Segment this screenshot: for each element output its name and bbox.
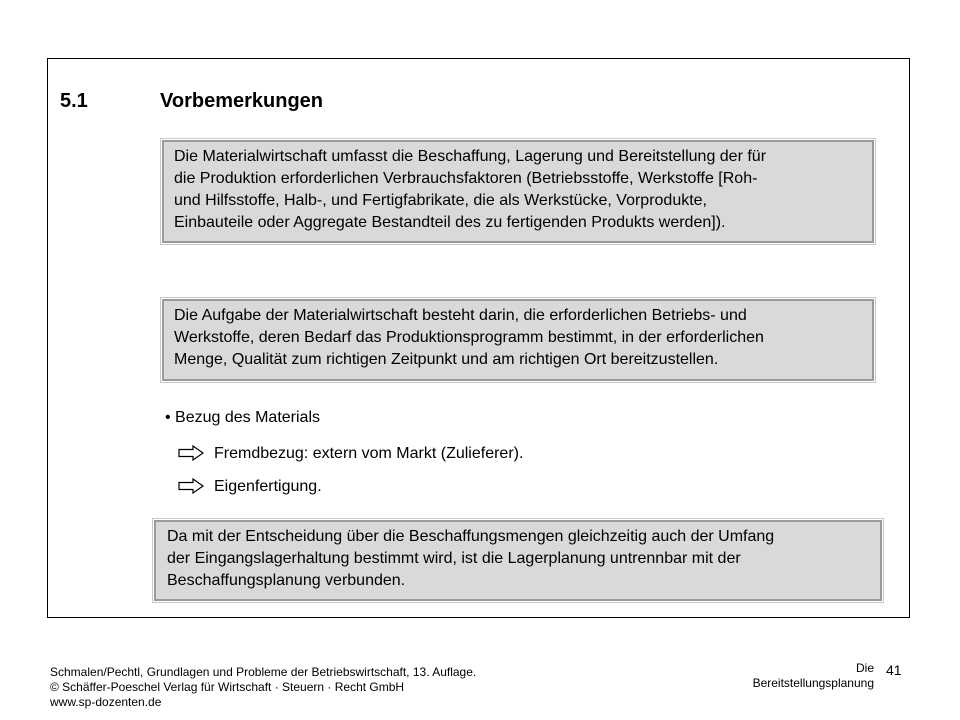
arrow-item-label: Fremdbezug: extern vom Markt (Zulieferer). bbox=[214, 445, 524, 462]
arrow-right-icon bbox=[178, 478, 204, 494]
text-line: Da mit der Entscheidung über die Beschaffungsmengen gleichzeitig auch der Umfang bbox=[167, 528, 775, 545]
arrow-right-icon bbox=[178, 445, 204, 461]
task-box bbox=[162, 299, 874, 381]
planning-box bbox=[154, 520, 882, 601]
footer-line: © Schäffer-Poeschel Verlag für Wirtschaft · Steuern · Recht GmbH bbox=[50, 680, 405, 694]
footer-citation bbox=[50, 665, 476, 710]
definition-box bbox=[162, 140, 874, 243]
text-line: Die Materialwirtschaft umfasst die Beschaffung, Lagerung und Bereitstellung der für bbox=[174, 148, 767, 165]
text-line: Beschaffungsplanung verbunden. bbox=[167, 572, 406, 589]
bullet-material-sourcing: • Bezug des Materials bbox=[165, 409, 321, 426]
footer-section-title bbox=[753, 661, 874, 691]
text-line: Menge, Qualität zum richtigen Zeitpunkt und am richtigen Ort bereitzustellen. bbox=[174, 351, 719, 368]
text-line: Einbauteile oder Aggregate Bestandteil des zu fertigenden Produkts werden]). bbox=[174, 214, 726, 231]
section-number: 5.1 bbox=[60, 90, 88, 112]
text-line: die Produktion erforderlichen Verbrauchsfaktoren (Betriebsstoffe, Werkstoffe [Roh- bbox=[174, 170, 758, 187]
footer-link[interactable]: www.sp-dozenten.de bbox=[50, 695, 162, 709]
text-line: der Eingangslagerhaltung bestimmt wird, ist die Lagerplanung untrennbar mit der bbox=[167, 550, 741, 567]
footer-section-line: Bereitstellungsplanung bbox=[752, 676, 874, 690]
text-line: und Hilfsstoffe, Halb-, und Fertigfabrikate, die als Werkstücke, Vorprodukte, bbox=[174, 192, 707, 209]
text-line: Werkstoffe, deren Bedarf das Produktionsprogramm bestimmt, in der erforderlichen bbox=[174, 329, 764, 346]
text-line: Die Aufgabe der Materialwirtschaft besteht darin, die erforderlichen Betriebs- und bbox=[174, 307, 747, 324]
footer-line: Schmalen/Pechtl, Grundlagen und Probleme der Betriebswirtschaft, 13. Auflage. bbox=[50, 665, 477, 679]
page-number: 41 bbox=[886, 662, 902, 678]
footer-section-line: Die bbox=[855, 661, 874, 675]
section-title: Vorbemerkungen bbox=[160, 90, 323, 112]
arrow-item-label: Eigenfertigung. bbox=[214, 478, 322, 495]
